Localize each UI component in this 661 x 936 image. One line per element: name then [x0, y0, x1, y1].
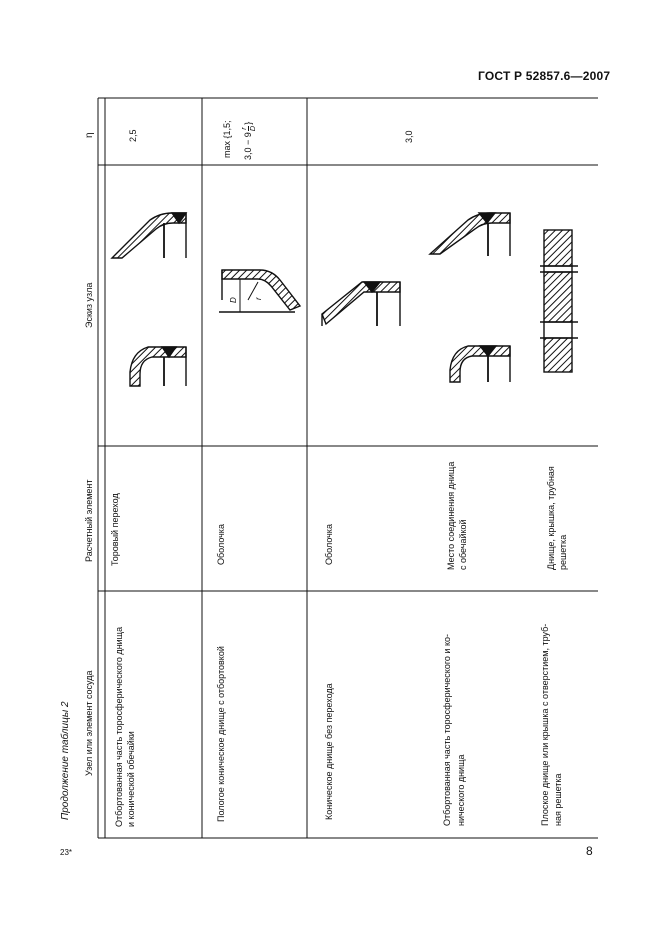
sketch-label-diameter: D: [229, 297, 238, 303]
row2-eta-expr: 3,0 − 9: [242, 132, 253, 160]
column-header-eta: η: [84, 132, 95, 138]
row3-eta: 3,0: [404, 130, 414, 143]
row1-element: Торовый переход: [110, 493, 120, 566]
sketch-conical-flanged-bottom: [219, 270, 300, 312]
row2-element: Оболочка: [216, 524, 226, 565]
row4-node-line1: Отбортованная часть торосферического и ко-: [442, 633, 452, 826]
row2-eta-frac-den: D: [248, 125, 257, 132]
sketch-torospherical-knuckle-b: [130, 347, 186, 386]
row5-element-line2: решетка: [558, 534, 568, 570]
column-header-node: Узел или элемент сосуда: [84, 670, 94, 776]
row3-node: Коническое днище без перехода: [324, 683, 334, 820]
row4-element-line1: Место соединения днища: [446, 461, 456, 570]
row2-eta-frac-num: r: [239, 127, 248, 130]
sketch-knuckle-junction-a: [430, 213, 510, 256]
column-header-sketch: Эскиз узла: [84, 282, 94, 328]
row1-node-line1: Отбортованная часть торосферического днища: [114, 626, 124, 827]
row2-node: Пологое коническое днище с отбортовкой: [216, 646, 226, 822]
sketch-label-radius: r: [254, 297, 263, 300]
footer-mark: 23*: [60, 848, 73, 857]
page-number: 8: [586, 844, 593, 858]
row1-eta: 2,5: [128, 129, 138, 142]
row4-element-line2: с обечайкой: [458, 519, 468, 570]
table-caption: Продолжение таблицы 2: [60, 701, 71, 820]
row5-element-line1: Днище, крышка, трубная: [546, 466, 556, 570]
sketch-conical-bottom-no-transition: [322, 282, 400, 326]
sketch-knuckle-junction-b: [450, 346, 510, 382]
row2-eta-close: }: [242, 121, 253, 125]
row5-node-line1: Плоское днище или крышка с отверстием, труб-: [540, 623, 550, 826]
row5-node-line2: ная решетка: [553, 773, 563, 826]
row2-eta-line1: max {1,5;: [222, 120, 232, 158]
row3-element: Оболочка: [324, 524, 334, 565]
row1-node-line2: и конической обечайки: [126, 731, 136, 827]
standard-designation: ГОСТ Р 52857.6—2007: [478, 69, 611, 83]
row4-node-line2: нического днища: [456, 754, 466, 826]
column-header-element: Расчетный элемент: [84, 479, 94, 562]
sketch-torospherical-knuckle-a: [112, 213, 186, 258]
sketch-flat-bottom-tube-sheet: [540, 230, 578, 372]
